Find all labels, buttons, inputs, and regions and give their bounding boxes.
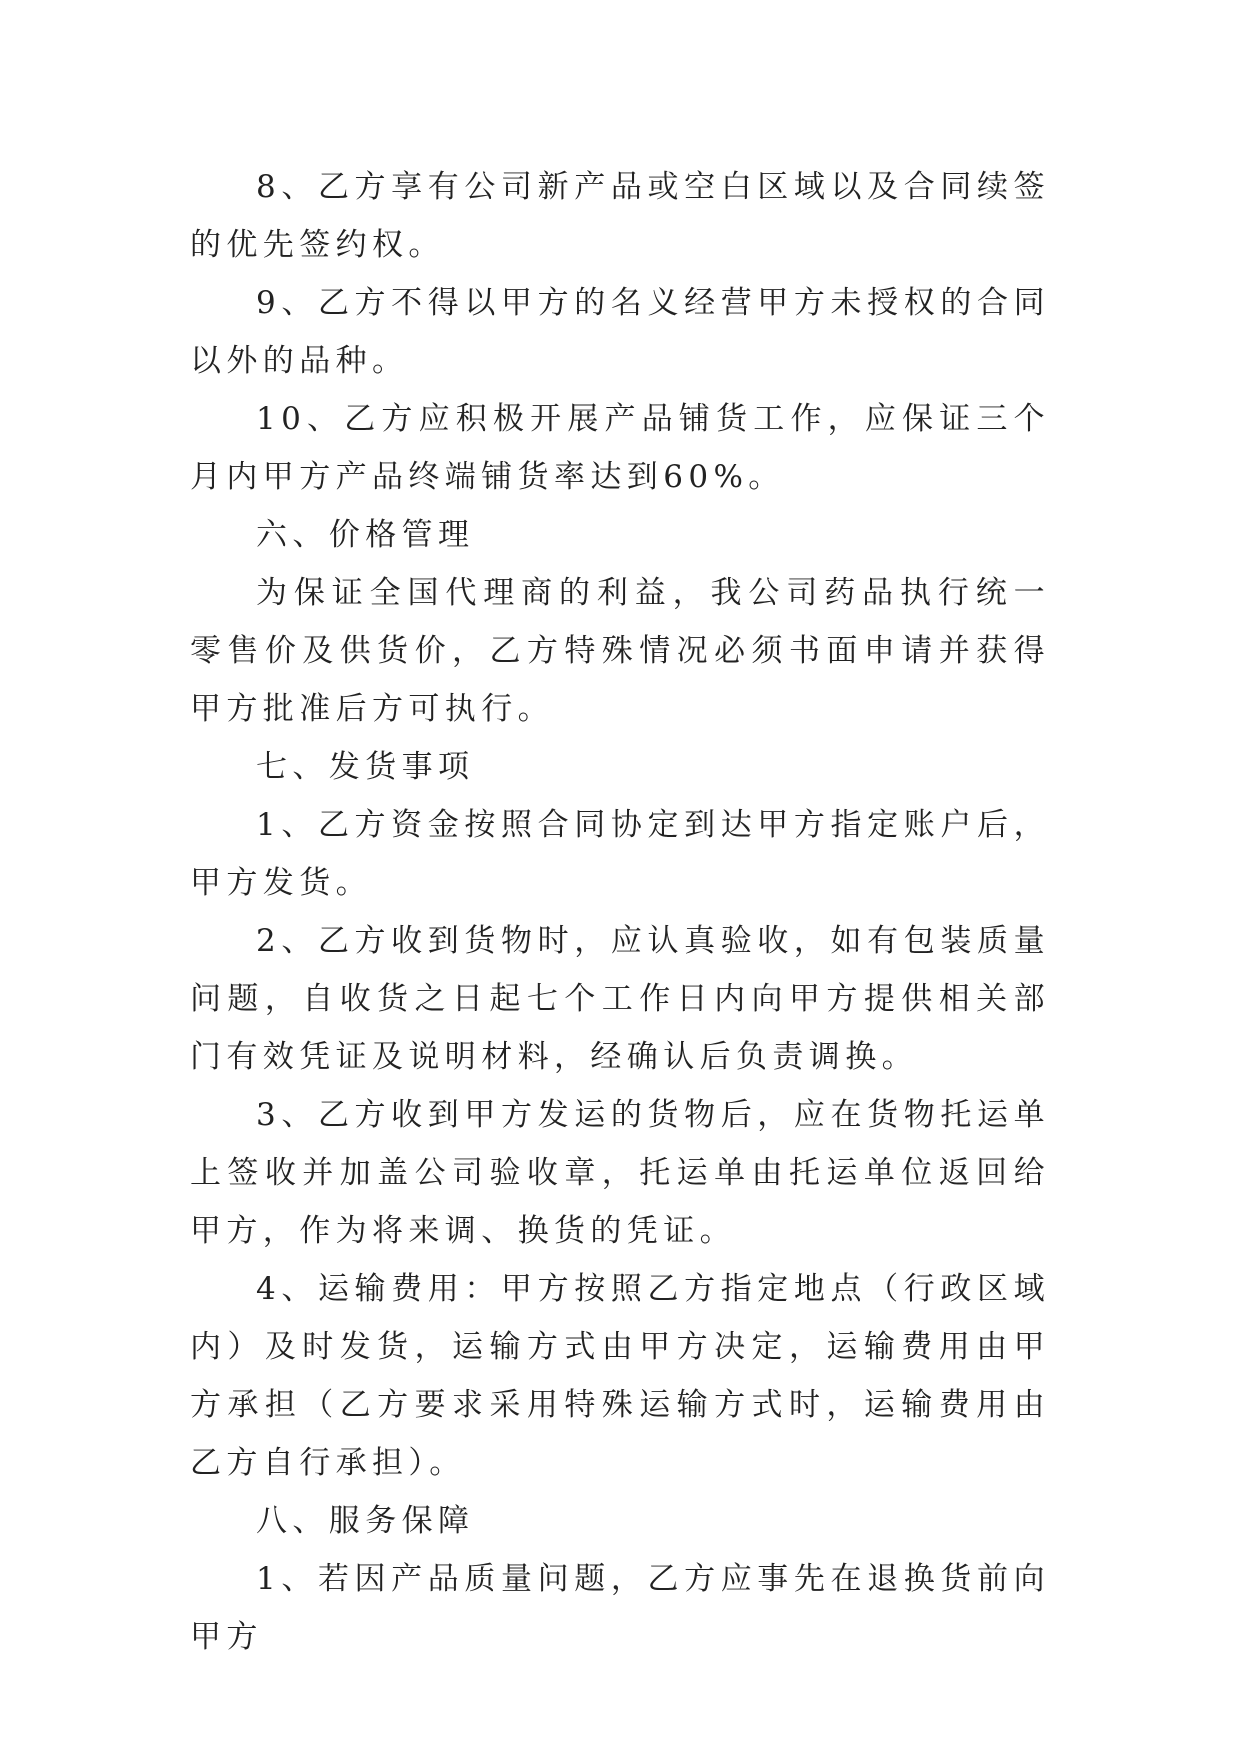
clause-9: 9、乙方不得以甲方的名义经营甲方未授权的合同以外的品种。 xyxy=(190,285,1050,379)
clause-8: 8、乙方享有公司新产品或空白区域以及合同续签的优先签约权。 xyxy=(190,169,1050,263)
clause-10: 10、乙方应积极开展产品铺货工作，应保证三个月内甲方产品终端铺货率达到60%。 xyxy=(190,401,1050,495)
service-clause-1: 1、若因产品质量问题，乙方应事先在退换货前向甲方 xyxy=(190,1561,1050,1655)
section-heading-service: 八、服务保障 xyxy=(256,1503,475,1539)
document-body xyxy=(190,158,1050,1666)
shipping-clause-3: 3、乙方收到甲方发运的货物后，应在货物托运单上签收并加盖公司验收章，托运单由托运单位返回给甲方，作为将来调、换货的凭证。 xyxy=(190,1097,1050,1249)
shipping-clause-4: 4、运输费用：甲方按照乙方指定地点（行政区域内）及时发货，运输方式由甲方决定，运输费用由甲方承担（乙方要求采用特殊运输方式时，运输费用由乙方自行承担）。 xyxy=(190,1271,1050,1481)
price-management-text: 为保证全国代理商的利益，我公司药品执行统一零售价及供货价，乙方特殊情况必须书面申请并获得甲方批准后方可执行。 xyxy=(190,575,1050,727)
shipping-clause-1: 1、乙方资金按照合同协定到达甲方指定账户后，甲方发货。 xyxy=(190,807,1050,901)
section-heading-shipping: 七、发货事项 xyxy=(256,749,475,785)
section-heading-price-management: 六、价格管理 xyxy=(256,517,475,553)
shipping-clause-2: 2、乙方收到货物时，应认真验收，如有包装质量问题，自收货之日起七个工作日内向甲方提供相关部门有效凭证及说明材料，经确认后负责调换。 xyxy=(190,923,1050,1075)
